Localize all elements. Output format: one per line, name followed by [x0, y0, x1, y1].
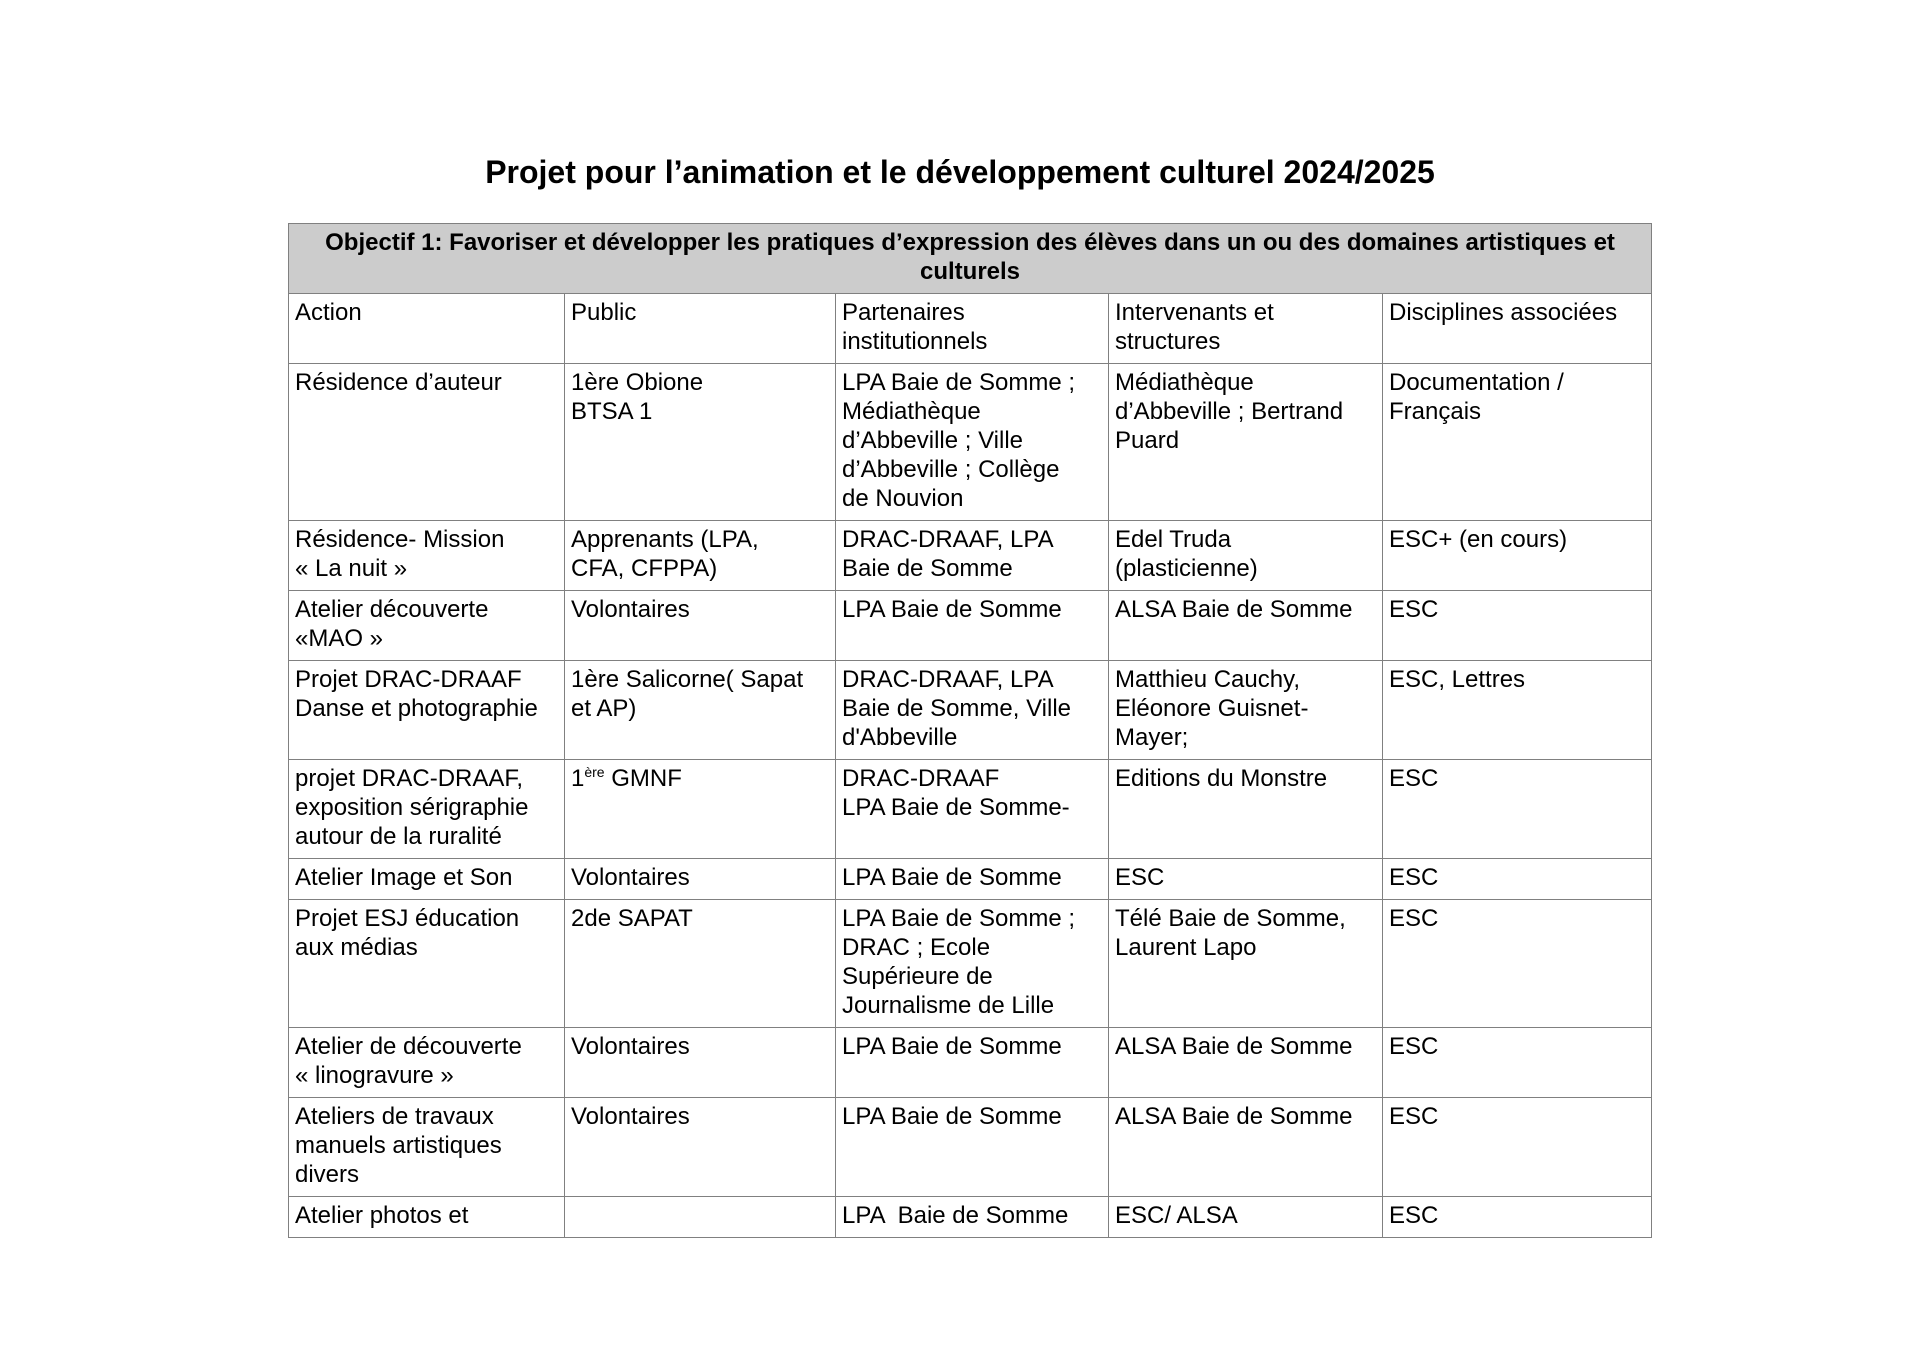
- cell-intervenants: ESC/ ALSA: [1109, 1197, 1383, 1238]
- cell-action: projet DRAC-DRAAF, exposition sérigraphie autour de la ruralité: [289, 760, 565, 859]
- cell-intervenants: Edel Truda (plasticienne): [1109, 521, 1383, 591]
- cell-intervenants: ALSA Baie de Somme: [1109, 591, 1383, 661]
- header-public: Public: [565, 294, 836, 364]
- cell-partenaires: LPA Baie de Somme: [836, 1028, 1109, 1098]
- cell-public: Volontaires: [565, 1098, 836, 1197]
- cell-public: [565, 1197, 836, 1238]
- cell-public: 2de SAPAT: [565, 900, 836, 1028]
- cell-intervenants: Médiathèque d’Abbeville ; Bertrand Puard: [1109, 364, 1383, 521]
- cell-public: Apprenants (LPA, CFA, CFPPA): [565, 521, 836, 591]
- cell-disciplines: ESC: [1383, 1098, 1652, 1197]
- cell-intervenants: ALSA Baie de Somme: [1109, 1028, 1383, 1098]
- cell-disciplines: ESC: [1383, 1028, 1652, 1098]
- cell-public: Volontaires: [565, 1028, 836, 1098]
- cell-disciplines: Documentation / Français: [1383, 364, 1652, 521]
- cell-action: Atelier photos et: [289, 1197, 565, 1238]
- cell-intervenants: Matthieu Cauchy, Eléonore Guisnet- Mayer;: [1109, 661, 1383, 760]
- objective-heading: Objectif 1: Favoriser et développer les pratiques d’expression des élèves dans un ou des domaines artistiques et culturels: [289, 224, 1652, 294]
- cell-partenaires: LPA Baie de Somme ; DRAC ; Ecole Supérieure de Journalisme de Lille: [836, 900, 1109, 1028]
- cell-action: Projet ESJ éducation aux médias: [289, 900, 565, 1028]
- cell-partenaires: DRAC-DRAAF LPA Baie de Somme-: [836, 760, 1109, 859]
- cell-public: 1ère GMNF: [565, 760, 836, 859]
- table-row: [289, 900, 1652, 1028]
- table-row: [289, 859, 1652, 900]
- table-row: [289, 521, 1652, 591]
- cell-action: Projet DRAC-DRAAF Danse et photographie: [289, 661, 565, 760]
- cell-disciplines: ESC: [1383, 900, 1652, 1028]
- table-row: [289, 760, 1652, 859]
- cell-intervenants: ALSA Baie de Somme: [1109, 1098, 1383, 1197]
- header-intervenants: Intervenants et structures: [1109, 294, 1383, 364]
- cell-action: Atelier découverte «MAO »: [289, 591, 565, 661]
- cell-action: Résidence- Mission « La nuit »: [289, 521, 565, 591]
- cell-public: 1ère Salicorne( Sapat et AP): [565, 661, 836, 760]
- page-title: Projet pour l’animation et le développement culturel 2024/2025: [485, 154, 1435, 190]
- cell-disciplines: ESC+ (en cours): [1383, 521, 1652, 591]
- culture-projects-table: [288, 223, 1652, 1238]
- cell-disciplines: ESC: [1383, 859, 1652, 900]
- cell-partenaires: LPA Baie de Somme: [836, 591, 1109, 661]
- objective-row: [289, 224, 1652, 294]
- cell-intervenants: ESC: [1109, 859, 1383, 900]
- header-action: Action: [289, 294, 565, 364]
- cell-partenaires: LPA Baie de Somme: [836, 1098, 1109, 1197]
- cell-partenaires: LPA Baie de Somme: [836, 859, 1109, 900]
- cell-partenaires: DRAC-DRAAF, LPA Baie de Somme: [836, 521, 1109, 591]
- cell-action: Atelier Image et Son: [289, 859, 565, 900]
- column-header-row: [289, 294, 1652, 364]
- table-row: [289, 364, 1652, 521]
- table-row: [289, 591, 1652, 661]
- cell-intervenants: Editions du Monstre: [1109, 760, 1383, 859]
- cell-public: Volontaires: [565, 859, 836, 900]
- cell-partenaires: DRAC-DRAAF, LPA Baie de Somme, Ville d'Abbeville: [836, 661, 1109, 760]
- header-disciplines: Disciplines associées: [1383, 294, 1652, 364]
- header-partenaires: Partenaires institutionnels: [836, 294, 1109, 364]
- table-row: [289, 1028, 1652, 1098]
- cell-disciplines: ESC: [1383, 760, 1652, 859]
- cell-disciplines: ESC: [1383, 1197, 1652, 1238]
- cell-intervenants: Télé Baie de Somme, Laurent Lapo: [1109, 900, 1383, 1028]
- table-row: [289, 1197, 1652, 1238]
- cell-disciplines: ESC: [1383, 591, 1652, 661]
- cell-disciplines: ESC, Lettres: [1383, 661, 1652, 760]
- cell-action: Atelier de découverte « linogravure »: [289, 1028, 565, 1098]
- table-row: [289, 661, 1652, 760]
- cell-action: Ateliers de travaux manuels artistiques divers: [289, 1098, 565, 1197]
- cell-public: Volontaires: [565, 591, 836, 661]
- cell-partenaires: LPA Baie de Somme: [836, 1197, 1109, 1238]
- table-row: [289, 1098, 1652, 1197]
- cell-partenaires: LPA Baie de Somme ; Médiathèque d’Abbeville ; Ville d’Abbeville ; Collège de Nouvion: [836, 364, 1109, 521]
- cell-action: Résidence d’auteur: [289, 364, 565, 521]
- cell-public: 1ère Obione BTSA 1: [565, 364, 836, 521]
